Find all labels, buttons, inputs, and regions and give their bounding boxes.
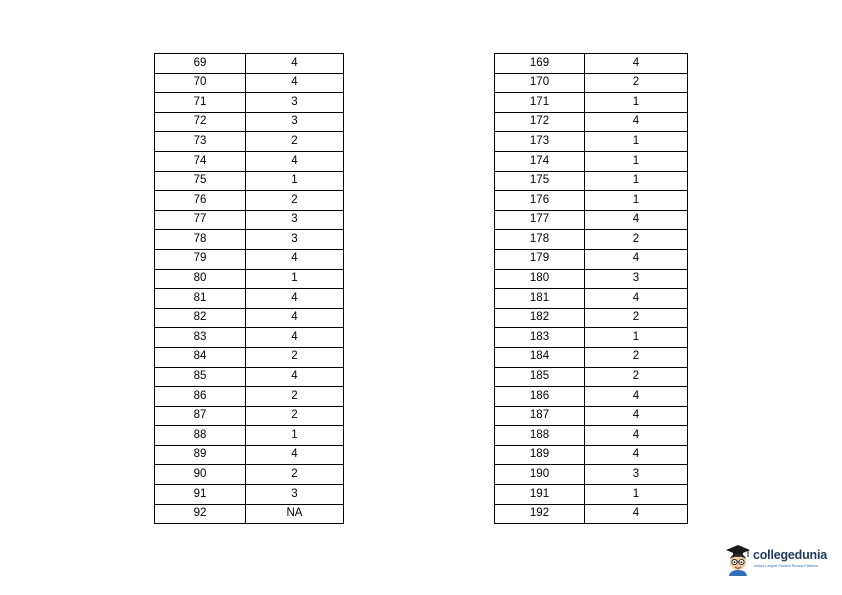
table-row [495, 328, 688, 348]
question-number-cell: 90 [155, 465, 246, 485]
table-row [495, 191, 688, 211]
table-row [495, 230, 688, 250]
question-number-cell: 74 [155, 151, 246, 171]
answer-cell: 3 [246, 210, 344, 230]
question-number-cell: 82 [155, 308, 246, 328]
answer-cell: 1 [246, 269, 344, 289]
question-number-cell: 177 [495, 210, 585, 230]
question-number-cell: 77 [155, 210, 246, 230]
question-number-cell: 174 [495, 151, 585, 171]
answer-cell: 4 [585, 445, 688, 465]
question-number-cell: 72 [155, 112, 246, 132]
question-number-cell: 188 [495, 426, 585, 446]
answer-cell: 4 [246, 73, 344, 93]
answer-cell: 2 [246, 387, 344, 407]
question-number-cell: 183 [495, 328, 585, 348]
question-number-cell: 89 [155, 445, 246, 465]
answer-cell: 1 [585, 485, 688, 505]
answer-cell: 2 [585, 73, 688, 93]
question-number-cell: 172 [495, 112, 585, 132]
answer-cell: 1 [246, 426, 344, 446]
question-number-cell: 92 [155, 504, 246, 524]
question-number-cell: 191 [495, 485, 585, 505]
table-row [155, 485, 344, 505]
question-number-cell: 76 [155, 191, 246, 211]
question-number-cell: 192 [495, 504, 585, 524]
question-number-cell: 71 [155, 93, 246, 113]
answer-cell: 2 [246, 191, 344, 211]
question-number-cell: 84 [155, 347, 246, 367]
answer-key-table-right [494, 53, 688, 524]
table-row [155, 328, 344, 348]
answer-cell: 2 [246, 406, 344, 426]
table-row [495, 151, 688, 171]
table-row [155, 367, 344, 387]
answer-cell: 4 [246, 328, 344, 348]
answer-cell: 1 [585, 151, 688, 171]
question-number-cell: 169 [495, 54, 585, 74]
table-row [495, 367, 688, 387]
table-row [155, 151, 344, 171]
question-number-cell: 83 [155, 328, 246, 348]
answer-cell: 4 [585, 289, 688, 309]
answer-cell: 4 [585, 54, 688, 74]
table-row [495, 269, 688, 289]
table-row [495, 54, 688, 74]
table-row [495, 308, 688, 328]
question-number-cell: 78 [155, 230, 246, 250]
answer-cell: 4 [585, 426, 688, 446]
table-row [495, 406, 688, 426]
table-row [495, 210, 688, 230]
answer-cell: 1 [585, 93, 688, 113]
table-row [495, 347, 688, 367]
table-row [155, 445, 344, 465]
answer-cell: NA [246, 504, 344, 524]
question-number-cell: 187 [495, 406, 585, 426]
table-row [495, 132, 688, 152]
table-row [155, 308, 344, 328]
table-row [495, 171, 688, 191]
question-number-cell: 91 [155, 485, 246, 505]
question-number-cell: 190 [495, 465, 585, 485]
answer-cell: 2 [585, 367, 688, 387]
question-number-cell: 178 [495, 230, 585, 250]
question-number-cell: 69 [155, 54, 246, 74]
question-number-cell: 180 [495, 269, 585, 289]
logo-name: collegedunia [753, 548, 828, 562]
question-number-cell: 181 [495, 289, 585, 309]
answer-cell: 3 [246, 230, 344, 250]
answer-cell: 2 [585, 347, 688, 367]
question-number-cell: 189 [495, 445, 585, 465]
collegedunia-logo [724, 542, 836, 576]
answer-cell: 3 [585, 269, 688, 289]
answer-cell: 3 [246, 485, 344, 505]
question-number-cell: 179 [495, 249, 585, 269]
question-number-cell: 170 [495, 73, 585, 93]
table-row [495, 445, 688, 465]
table-row [495, 465, 688, 485]
answer-cell: 4 [585, 210, 688, 230]
answer-cell: 1 [585, 132, 688, 152]
answer-cell: 4 [585, 387, 688, 407]
table-row [155, 347, 344, 367]
question-number-cell: 184 [495, 347, 585, 367]
question-number-cell: 186 [495, 387, 585, 407]
question-number-cell: 70 [155, 73, 246, 93]
table-row [155, 249, 344, 269]
answer-cell: 1 [585, 328, 688, 348]
question-number-cell: 80 [155, 269, 246, 289]
table-row [495, 249, 688, 269]
table-row [155, 465, 344, 485]
graduate-mascot-icon [724, 542, 752, 576]
question-number-cell: 182 [495, 308, 585, 328]
table-row [495, 73, 688, 93]
answer-cell: 4 [246, 308, 344, 328]
answer-cell: 4 [585, 249, 688, 269]
table-row [155, 210, 344, 230]
table-row [155, 191, 344, 211]
table-row [495, 426, 688, 446]
answer-cell: 4 [585, 406, 688, 426]
table-row [495, 93, 688, 113]
answer-cell: 2 [246, 132, 344, 152]
table-row [155, 387, 344, 407]
table-row [495, 387, 688, 407]
answer-cell: 4 [585, 504, 688, 524]
table-row [155, 230, 344, 250]
answer-cell: 4 [585, 112, 688, 132]
table-row [155, 289, 344, 309]
answer-cell: 2 [246, 347, 344, 367]
answer-cell: 4 [246, 249, 344, 269]
question-number-cell: 85 [155, 367, 246, 387]
answer-cell: 3 [246, 112, 344, 132]
answer-cell: 1 [585, 191, 688, 211]
question-number-cell: 87 [155, 406, 246, 426]
answer-key-table-left [154, 53, 344, 524]
table-row [155, 504, 344, 524]
question-number-cell: 175 [495, 171, 585, 191]
question-number-cell: 176 [495, 191, 585, 211]
question-number-cell: 73 [155, 132, 246, 152]
table-row [155, 269, 344, 289]
table-row [495, 289, 688, 309]
answer-cell: 4 [246, 289, 344, 309]
answer-cell: 4 [246, 151, 344, 171]
answer-cell: 2 [585, 308, 688, 328]
table-row [155, 406, 344, 426]
answer-cell: 4 [246, 445, 344, 465]
question-number-cell: 185 [495, 367, 585, 387]
question-number-cell: 171 [495, 93, 585, 113]
answer-cell: 3 [585, 465, 688, 485]
table-row [155, 112, 344, 132]
answer-cell: 4 [246, 367, 344, 387]
table-row [155, 426, 344, 446]
question-number-cell: 86 [155, 387, 246, 407]
question-number-cell: 75 [155, 171, 246, 191]
answer-cell: 2 [585, 230, 688, 250]
table-row [495, 112, 688, 132]
table-row [495, 485, 688, 505]
answer-cell: 1 [585, 171, 688, 191]
logo-tagline: India's Largest Student Review Platform [754, 564, 818, 568]
question-number-cell: 81 [155, 289, 246, 309]
question-number-cell: 79 [155, 249, 246, 269]
table-row [495, 504, 688, 524]
table-row [155, 73, 344, 93]
answer-cell: 4 [246, 54, 344, 74]
answer-cell: 2 [246, 465, 344, 485]
answer-cell: 1 [246, 171, 344, 191]
question-number-cell: 88 [155, 426, 246, 446]
question-number-cell: 173 [495, 132, 585, 152]
table-row [155, 171, 344, 191]
table-row [155, 54, 344, 74]
answer-cell: 3 [246, 93, 344, 113]
table-row [155, 93, 344, 113]
table-row [155, 132, 344, 152]
